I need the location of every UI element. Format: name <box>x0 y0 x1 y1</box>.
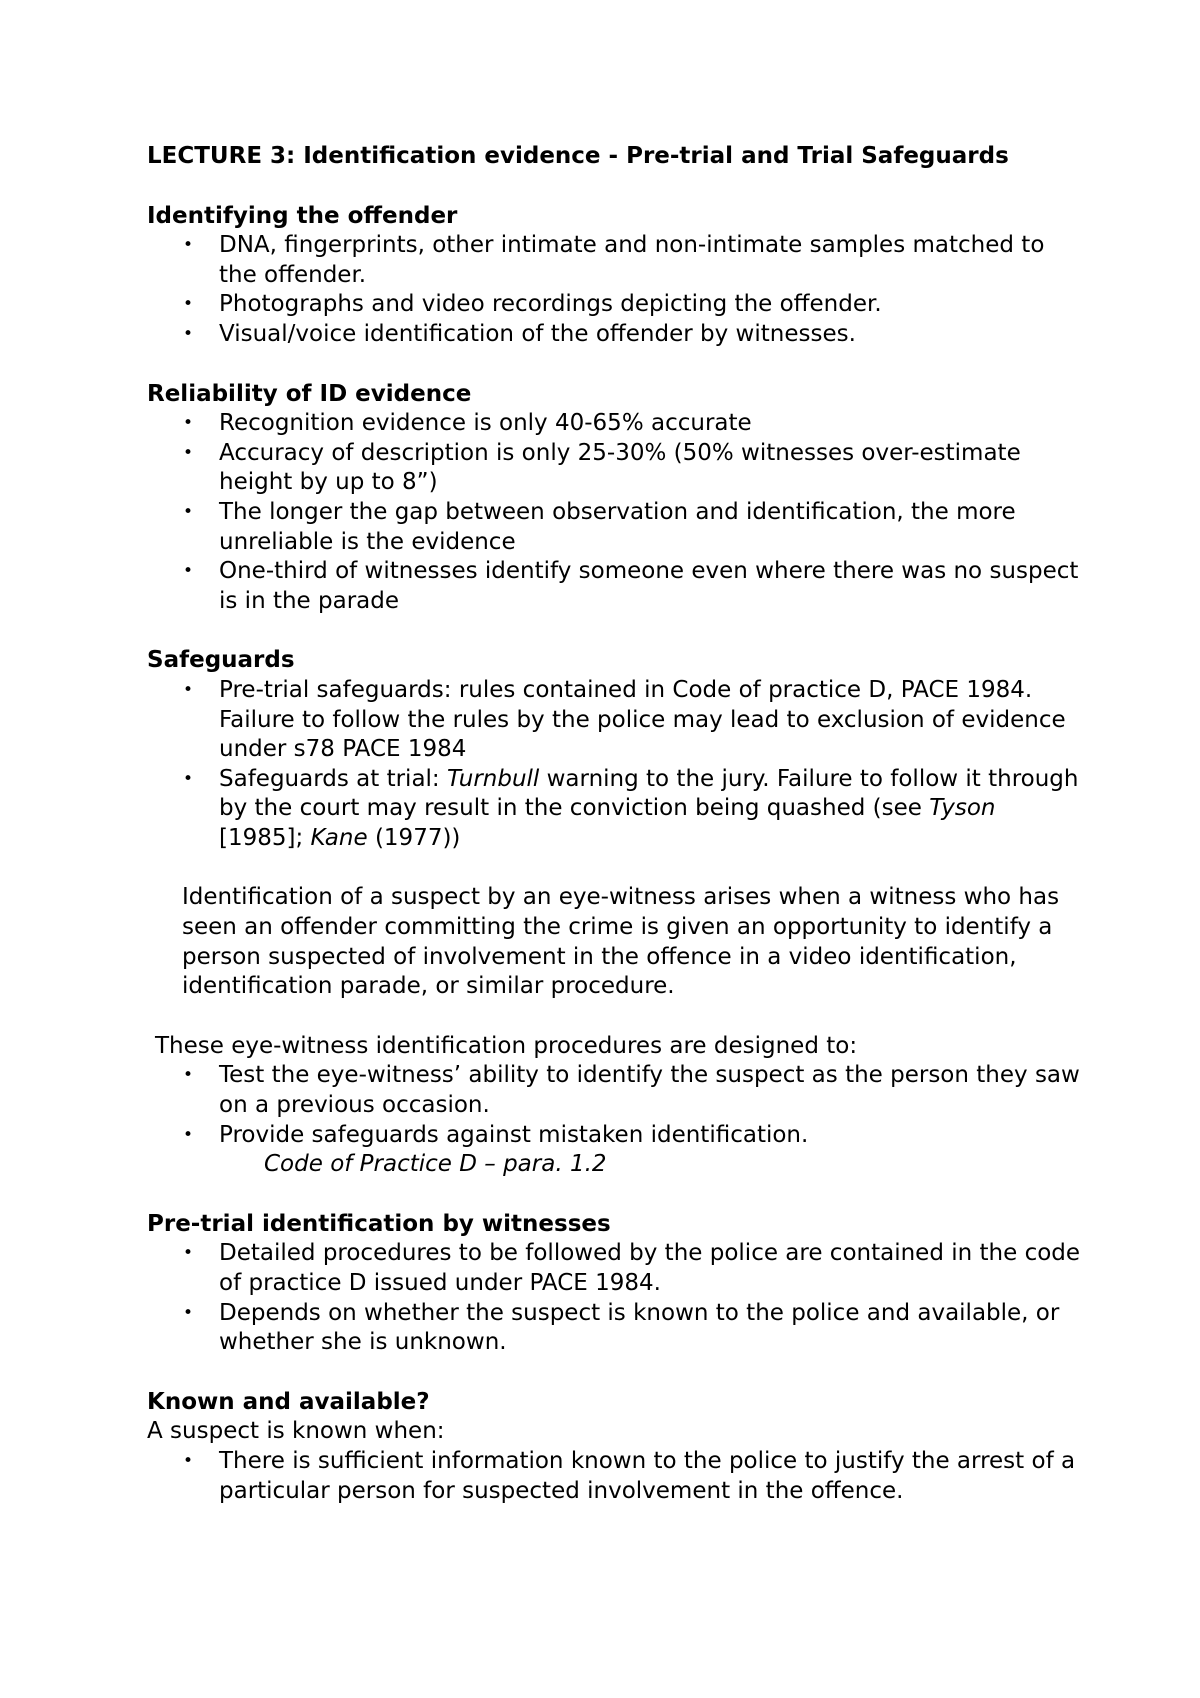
eyewitness-paragraph: Identification of a suspect by an eye-witness arises when a witness who has seen an offender committing the crime is given an opportunity to identify a person suspected of involvement in the offence in a video identification, identification parade, or similar procedure. <box>182 884 1060 1000</box>
section-identifying <box>147 202 1087 350</box>
case-name-tyson: Tyson <box>929 795 996 822</box>
section-heading: Identifying the offender <box>147 202 458 229</box>
list-item: • Depends on whether the suspect is known to the police and available, or whether she is unknown. <box>147 1299 1087 1358</box>
list-item: • Accuracy of description is only 25-30% (50% witnesses over-estimate height by up to 8”) <box>147 439 1087 498</box>
list-item: • Detailed procedures to be followed by the police are contained in the code of practice D issued under PACE 1984. <box>147 1239 1087 1298</box>
case-name-turnbull: Turnbull <box>447 765 540 792</box>
lead-in-text: These eye-witness identification procedures are designed to: <box>155 1032 858 1059</box>
bullet-list <box>147 231 1087 349</box>
lead-in-text: A suspect is known when: <box>147 1418 445 1445</box>
document-body <box>147 142 1087 1506</box>
bullet-list <box>147 1239 1087 1357</box>
citation: Code of Practice D – para. 1.2 <box>264 1151 607 1178</box>
list-item: • Visual/voice identification of the offender by witnesses. <box>147 320 1087 350</box>
bullet-list <box>147 1061 1087 1150</box>
list-item: • DNA, fingerprints, other intimate and non-intimate samples matched to the offender. <box>147 231 1087 290</box>
list-item: • There is sufficient information known to the police to justify the arrest of a particular person for suspected involvement in the offence. <box>147 1447 1087 1506</box>
section-safeguards <box>147 646 1087 853</box>
section-procedures <box>147 1032 1087 1180</box>
section-pretrial <box>147 1210 1087 1358</box>
page-title: LECTURE 3: Identification evidence - Pre-trial and Trial Safeguards <box>147 143 1009 169</box>
list-item: • Test the eye-witness’ ability to identify the suspect as the person they saw on a previous occasion. <box>147 1061 1087 1120</box>
text-run: Safeguards at trial: <box>219 765 447 792</box>
case-name-kane: Kane <box>310 824 368 851</box>
section-heading: Safeguards <box>147 647 295 674</box>
list-item: • Recognition evidence is only 40-65% accurate <box>147 409 1087 439</box>
bullet-list <box>147 676 1087 854</box>
bullet-list <box>147 1447 1087 1506</box>
text-run: [1985]; <box>219 824 311 851</box>
list-item: • Provide safeguards against mistaken identification. <box>147 1121 1087 1151</box>
bullet-list <box>147 409 1087 616</box>
section-reliability <box>147 380 1087 617</box>
list-item <box>147 765 1087 854</box>
list-item: • Photographs and video recordings depicting the offender. <box>147 290 1087 320</box>
list-item: • The longer the gap between observation and identification, the more unreliable is the evidence <box>147 498 1087 557</box>
section-known <box>147 1388 1087 1506</box>
text-run: warning to the jury. Failure to follow it through by the court may result in the conviction being quashed (see <box>219 765 1079 822</box>
section-heading: Reliability of ID evidence <box>147 380 472 407</box>
section-heading: Known and available? <box>147 1388 430 1415</box>
text-run: (1977)) <box>367 824 461 851</box>
section-heading: Pre-trial identification by witnesses <box>147 1210 611 1237</box>
list-item: • One-third of witnesses identify someone even where there was no suspect is in the parade <box>147 557 1087 616</box>
list-item: • Pre-trial safeguards: rules contained in Code of practice D, PACE 1984. Failure to follow the rules by the police may lead to exclusion of evidence under s78 PACE 1984 <box>147 676 1087 765</box>
